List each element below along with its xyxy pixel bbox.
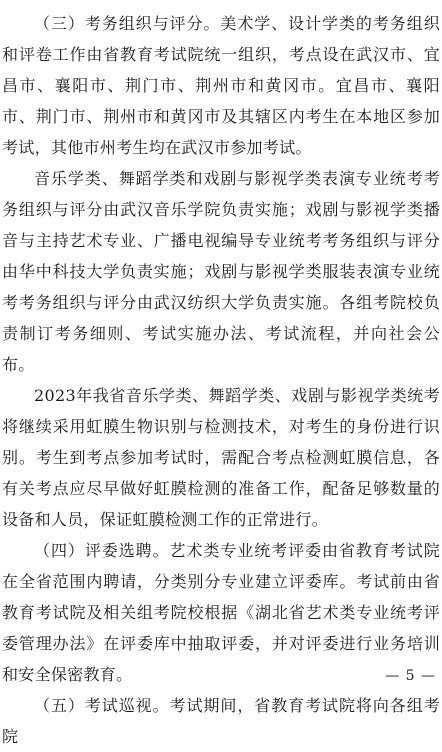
paragraph-iris-detection: 2023年我省音乐学类、舞蹈学类、戏剧与影视学类统考将继续采用虹膜生物识别与检测技术，对考生的身份进行识别。考生到考点参加考试时，需配合考点检测虹膜信息，各有关考点应尽早做好虹膜检测的准备工作，配备足够数量的设备和人员，保证虹膜检测工作的正常进行。 [2, 386, 440, 529]
paragraph-performance-exam-organization: 音乐学类、舞蹈学类和戏剧与影视学类表演专业统考考务组织与评分由武汉音乐学院负责实施；戏剧与影视学类播音与主持艺术专业、广播电视编导专业统考考务组织与评分由华中科技大学负责实施；戏剧与影视学类服装表演专业统考考务组织与评分由武汉纺织大学负责实施。各组考院校负责制订考务细则、考试实施办法、考试流程，并向社会公布。 [2, 169, 440, 374]
document-body [2, 8, 440, 752]
paragraph-exam-organization: （三）考务组织与评分。美术学、设计学类的考务组织和评卷工作由省教育考试院统一组织，考点设在武汉市、宜昌市、襄阳市、荆门市、荆州市和黄冈市。宜昌市、襄阳市、荆门市、荆州市和黄冈市及其辖区内考生在本地区参加考试，其他市州考生均在武汉市参加考试。 [2, 14, 440, 157]
paragraph-judge-selection: （四）评委选聘。艺术类专业统考评委由省教育考试院在全省范围内聘请，分类别分专业建立评委库。考试前由省教育考试院及相关组考院校根据《湖北省艺术类专业统考评委管理办法》在评委库中抽取评委，并对评委进行业务培训和安全保密教育。 [2, 541, 440, 684]
page-number: — 5 — [385, 668, 436, 684]
paragraph-exam-inspection: （五）考试巡视。考试期间，省教育考试院将向各组考院 [2, 696, 440, 746]
